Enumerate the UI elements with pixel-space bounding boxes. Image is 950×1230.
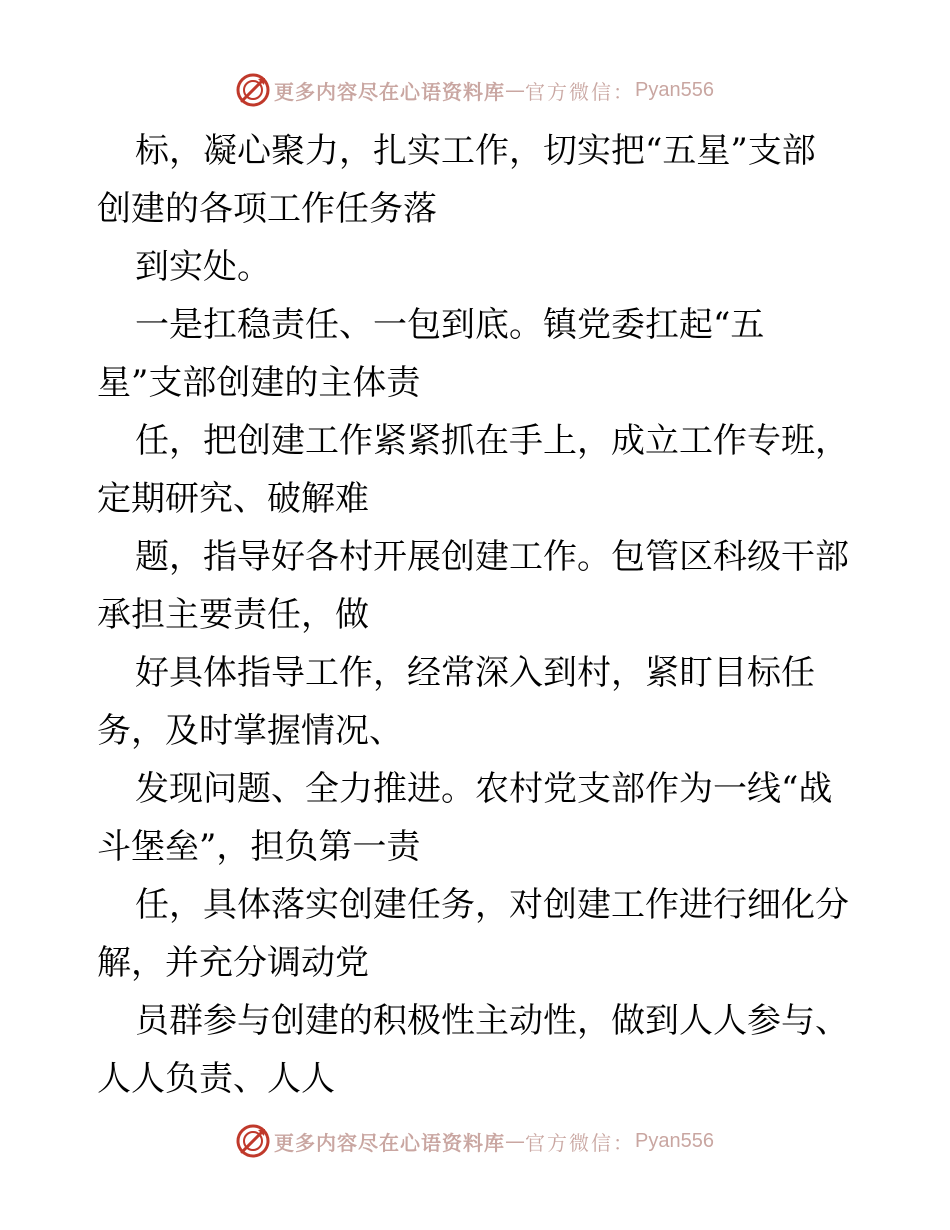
watermark-dash: — <box>505 1129 526 1153</box>
watermark-official: 官方微信： <box>525 79 636 104</box>
text-line: 题，指导好各村开展创建工作。包管区科级干部 <box>135 537 849 577</box>
watermark-wechat: Pyan556 <box>635 78 714 101</box>
text-line: 解，并充分调动党 <box>97 943 369 983</box>
text-line: 好具体指导工作，经常深入到村，紧盯目标任 <box>135 653 815 693</box>
document-body <box>97 122 857 1108</box>
text-line: 承担主要责任，做 <box>97 595 369 635</box>
logo-icon <box>236 1124 270 1158</box>
text-line: 务，及时掌握情况、 <box>97 711 403 751</box>
watermark-wechat: Pyan556 <box>635 1129 714 1152</box>
footer-watermark <box>0 1121 950 1161</box>
text-line: 任，把创建工作紧紧抓在手上，成立工作专班， <box>135 421 849 461</box>
text-line: 星”支部创建的主体责 <box>97 363 421 403</box>
text-line: 任，具体落实创建任务，对创建工作进行细化分 <box>135 885 849 925</box>
watermark-dash: — <box>505 78 526 102</box>
watermark-official: 官方微信： <box>525 1130 636 1155</box>
text-line: 斗堡垒”，担负第一责 <box>97 827 421 867</box>
text-line: 一是扛稳责任、一包到底。镇党委扛起“五 <box>135 305 765 345</box>
watermark-brand: 更多内容尽在心语资料库 <box>274 1130 506 1155</box>
logo-icon <box>236 73 270 107</box>
text-line: 创建的各项工作任务落 <box>97 189 437 229</box>
text-line: 到实处。 <box>135 247 271 287</box>
text-line: 定期研究、破解难 <box>97 479 369 519</box>
text-line: 发现问题、全力推进。农村党支部作为一线“战 <box>135 769 833 809</box>
text-line: 员群参与创建的积极性主动性，做到人人参与、 <box>135 1001 849 1041</box>
watermark-brand: 更多内容尽在心语资料库 <box>274 79 506 104</box>
text-line: 人人负责、人人 <box>97 1059 335 1099</box>
text-line: 标，凝心聚力，扎实工作，切实把“五星”支部 <box>135 131 816 171</box>
header-watermark <box>0 70 950 110</box>
